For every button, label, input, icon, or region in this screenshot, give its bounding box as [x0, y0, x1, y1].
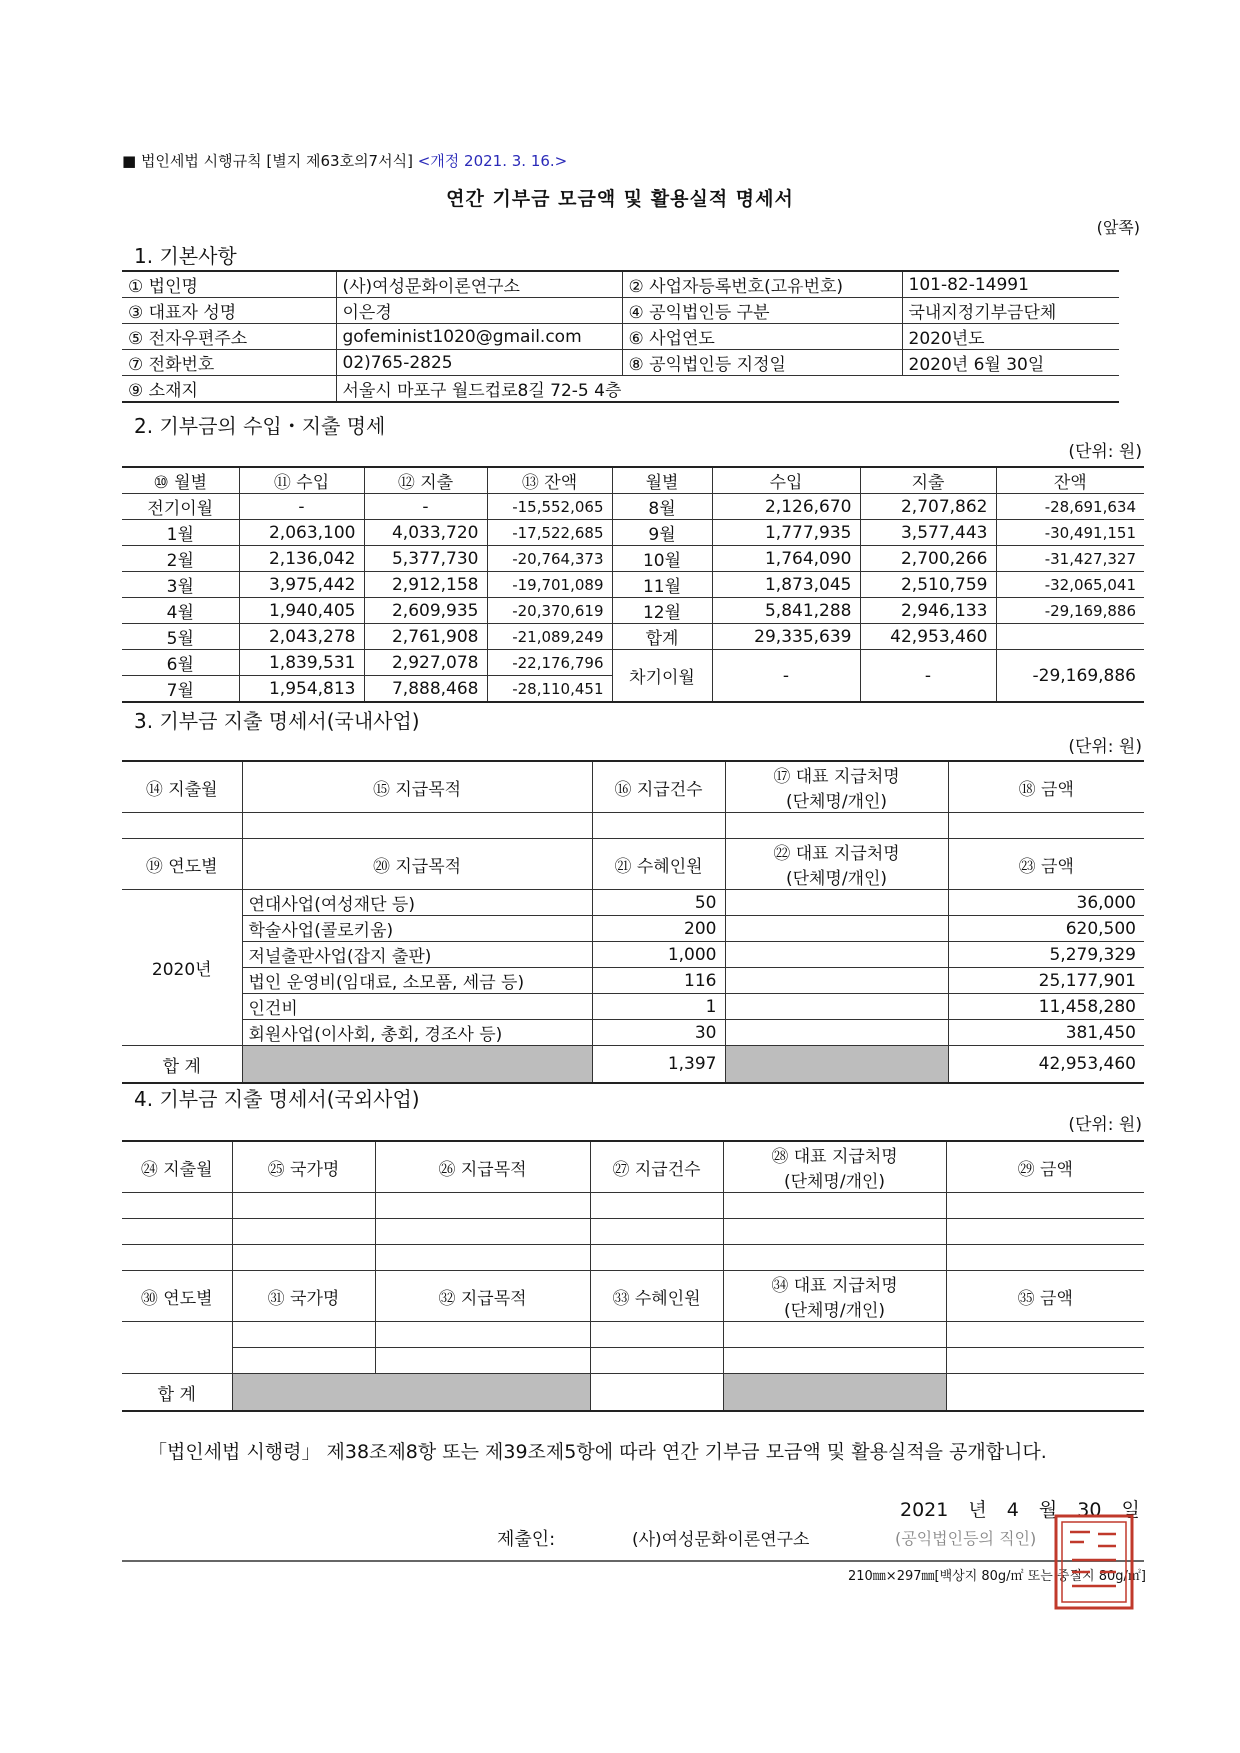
cell: -21,089,249: [487, 624, 612, 650]
cell: ⑥ 사업연도: [622, 324, 902, 350]
cell: -31,427,327: [996, 546, 1144, 572]
cell: [590, 1322, 723, 1348]
cell: [725, 968, 948, 994]
header-cell: ㉝ 수혜인원: [590, 1271, 723, 1322]
header-cell: 지출: [860, 467, 996, 494]
cell: [946, 1193, 1144, 1219]
table-row: [122, 968, 1144, 994]
cell: 5,279,329: [948, 942, 1144, 968]
cell: [946, 1322, 1144, 1348]
cell: 4,033,720: [364, 520, 487, 546]
cell: 6월: [122, 650, 239, 676]
total-row: [122, 1046, 1144, 1084]
cell: 국내지정기부금단체: [902, 298, 1119, 324]
section-4-heading: 4. 기부금 지출 명세서(국외사업): [134, 1087, 420, 1111]
cell: [242, 813, 592, 839]
unit-label: (단위: 원): [1068, 442, 1142, 462]
table-header-row: [122, 761, 1144, 813]
cell: 42,953,460: [860, 624, 996, 650]
cell: [723, 1193, 946, 1219]
header-cell: [725, 839, 948, 890]
cell: -29,169,886: [996, 598, 1144, 624]
cell: 200: [592, 916, 725, 942]
cell: 2,707,862: [860, 494, 996, 520]
cell: 1: [592, 994, 725, 1020]
header-cell: ㉙ 금액: [946, 1141, 1144, 1193]
table-row: [122, 813, 1144, 839]
cell: [375, 1245, 590, 1271]
submitter-label: 제출인:: [497, 1529, 556, 1550]
law-reference: [122, 150, 567, 171]
cell: [946, 1219, 1144, 1245]
cell: -32,065,041: [996, 572, 1144, 598]
table-row: [122, 494, 1144, 520]
cell: [996, 624, 1144, 650]
cell: ② 사업자등록번호(고유번호): [622, 271, 902, 298]
table-row: [122, 598, 1144, 624]
cell: 연대사업(여성재단 등): [242, 890, 592, 916]
cell: [242, 1046, 592, 1084]
cell: 2,700,266: [860, 546, 996, 572]
cell: 1,839,531: [239, 650, 364, 676]
cell: ⑦ 전화번호: [122, 350, 336, 376]
cell: 2,609,935: [364, 598, 487, 624]
cell: 620,500: [948, 916, 1144, 942]
cell: [232, 1322, 375, 1348]
header-line: ⑰ 대표 지급처명: [773, 767, 900, 787]
cell: [375, 1193, 590, 1219]
cell: ④ 공익법인등 구분: [622, 298, 902, 324]
cell: [723, 1348, 946, 1374]
cell: 1,954,813: [239, 676, 364, 703]
cell: -30,491,151: [996, 520, 1144, 546]
header-line: (단체명/개인): [783, 1172, 886, 1192]
cell: 합계: [612, 624, 712, 650]
cell: 1,777,935: [712, 520, 860, 546]
address-cell: 서울시 마포구 월드컵로8길 72-5 4층: [336, 376, 1119, 403]
header-cell: ㉑ 수혜인원: [592, 839, 725, 890]
cell: ⑧ 공익법인등 지정일: [622, 350, 902, 376]
cell: -28,110,451: [487, 676, 612, 703]
cell: 36,000: [948, 890, 1144, 916]
cell: 인건비: [242, 994, 592, 1020]
cell: [232, 1219, 375, 1245]
cell: 02)765-2825: [336, 350, 622, 376]
cell: (사)여성문화이론연구소: [336, 271, 622, 298]
cell: -: [364, 494, 487, 520]
table-row: [122, 1193, 1144, 1219]
header-line: (단체명/개인): [783, 1301, 886, 1321]
table-row: [122, 1245, 1144, 1271]
table-row: [122, 624, 1144, 650]
cell: -19,701,089: [487, 572, 612, 598]
paper-spec: 210㎜×297㎜[백상지 80g/㎡ 또는 중질지 80g/㎡]: [847, 1569, 1146, 1584]
cell: 30: [592, 1020, 725, 1046]
cell: 11,458,280: [948, 994, 1144, 1020]
cell: ⑤ 전자우편주소: [122, 324, 336, 350]
cell: -20,370,619: [487, 598, 612, 624]
basic-info-table: [122, 270, 1119, 403]
carry-forward-balance: -29,169,886: [996, 650, 1144, 703]
domestic-spending-table: [122, 760, 1144, 1084]
cell: [723, 1322, 946, 1348]
table-header-row: [122, 1271, 1144, 1322]
header-line: ㉘ 대표 지급처명: [771, 1147, 898, 1167]
cell: ③ 대표자 성명: [122, 298, 336, 324]
total-label: 합 계: [122, 1046, 242, 1084]
legal-statement: 「법인세법 시행령」 제38조제8항 또는 제39조제5항에 따라 연간 기부금 모금액 및 활용실적을 공개합니다.: [148, 1441, 1047, 1463]
header-cell: ⑭ 지출월: [122, 761, 242, 813]
year-cell: 2020년: [122, 890, 242, 1046]
header-cell: ㉚ 연도별: [122, 1271, 232, 1322]
table-row: [122, 546, 1144, 572]
official-seal-icon: [1052, 1512, 1136, 1612]
total-row: [122, 1374, 1144, 1412]
cell: 8월: [612, 494, 712, 520]
unit-label: (단위: 원): [1068, 737, 1142, 757]
cell: 2,510,759: [860, 572, 996, 598]
header-cell: 잔액: [996, 467, 1144, 494]
header-cell: ⑬ 잔액: [487, 467, 612, 494]
cell: [590, 1245, 723, 1271]
section-3-heading: 3. 기부금 지출 명세서(국내사업): [134, 709, 420, 733]
cell: 2,043,278: [239, 624, 364, 650]
unit-label: (단위: 원): [1068, 1115, 1142, 1135]
header-cell: ⑪ 수입: [239, 467, 364, 494]
cell: 2020년도: [902, 324, 1119, 350]
law-ref-text: ■ 법인세법 시행규칙 [별지 제63호의7서식]: [122, 152, 413, 170]
cell: 7,888,468: [364, 676, 487, 703]
cell: 25,177,901: [948, 968, 1144, 994]
cell: [232, 1348, 375, 1374]
table-row: [122, 1322, 1144, 1348]
table-header-row: [122, 839, 1144, 890]
header-cell: ㉛ 국가명: [232, 1271, 375, 1322]
cell: [590, 1219, 723, 1245]
cell: [375, 1348, 590, 1374]
cell: 7월: [122, 676, 239, 703]
submitter-name: (사)여성문화이론연구소: [632, 1530, 810, 1550]
table-row: [122, 572, 1144, 598]
table-row: [122, 1219, 1144, 1245]
table-row: [122, 271, 1119, 298]
cell: [590, 1193, 723, 1219]
section-2-heading: 2. 기부금의 수입・지출 명세: [134, 414, 386, 438]
bottom-divider: [122, 1560, 1144, 1562]
table-row: [122, 376, 1119, 403]
cell: 회원사업(이사회, 총회, 경조사 등): [242, 1020, 592, 1046]
cell: [723, 1245, 946, 1271]
cell: [122, 813, 242, 839]
cell: [725, 1020, 948, 1046]
revision-text: <개정 2021. 3. 16.>: [417, 152, 568, 170]
header-cell: [723, 1271, 946, 1322]
cell: -20,764,373: [487, 546, 612, 572]
cell: [723, 1219, 946, 1245]
table-row: [122, 650, 1144, 676]
cell: -17,522,685: [487, 520, 612, 546]
header-cell: [723, 1141, 946, 1193]
header-cell: ⑮ 지급목적: [242, 761, 592, 813]
cell: 5,841,288: [712, 598, 860, 624]
header-cell: 수입: [712, 467, 860, 494]
table-row: [122, 1020, 1144, 1046]
cell: [946, 1374, 1144, 1412]
cell: 1,764,090: [712, 546, 860, 572]
cell: [725, 994, 948, 1020]
table-row: [122, 916, 1144, 942]
cell: 2,927,078: [364, 650, 487, 676]
cell: 2,946,133: [860, 598, 996, 624]
table-row: [122, 298, 1119, 324]
submission-date: 2021 년 4 월 30 일: [900, 1499, 1140, 1521]
header-cell: ⑩ 월별: [122, 467, 239, 494]
cell: 381,450: [948, 1020, 1144, 1046]
cell: 2,761,908: [364, 624, 487, 650]
cell: [232, 1245, 375, 1271]
cell: 9월: [612, 520, 712, 546]
table-header-row: [122, 467, 1144, 494]
cell: 2,912,158: [364, 572, 487, 598]
total-count: 1,397: [592, 1046, 725, 1084]
cell: [375, 1219, 590, 1245]
cell: 12월: [612, 598, 712, 624]
table-row: [122, 324, 1119, 350]
cell: 법인 운영비(임대료, 소모품, 세금 등): [242, 968, 592, 994]
cell: 1월: [122, 520, 239, 546]
cell: 2,063,100: [239, 520, 364, 546]
header-line: ㉞ 대표 지급처명: [771, 1276, 898, 1296]
cell: 116: [592, 968, 725, 994]
cell: 5,377,730: [364, 546, 487, 572]
cell: 1,940,405: [239, 598, 364, 624]
cell: 1,000: [592, 942, 725, 968]
cell: 3,975,442: [239, 572, 364, 598]
cell: -: [712, 650, 860, 703]
front-side-label: (앞쪽): [1096, 218, 1140, 237]
cell: 2020년 6월 30일: [902, 350, 1119, 376]
cell: [725, 916, 948, 942]
cell: -22,176,796: [487, 650, 612, 676]
header-line: (단체명/개인): [785, 869, 888, 889]
header-line: ㉒ 대표 지급처명: [773, 844, 900, 864]
cell: gofeminist1020@gmail.com: [336, 324, 622, 350]
header-cell: ㉔ 지출월: [122, 1141, 232, 1193]
cell: -28,691,634: [996, 494, 1144, 520]
cell: 3,577,443: [860, 520, 996, 546]
cell: -: [860, 650, 996, 703]
total-label: 합 계: [122, 1374, 232, 1412]
header-cell: ⑳ 지급목적: [242, 839, 592, 890]
cell: [723, 1374, 946, 1412]
cell: 101-82-14991: [902, 271, 1119, 298]
table-row: [122, 350, 1119, 376]
header-cell: [725, 761, 948, 813]
header-line: (단체명/개인): [785, 792, 888, 812]
cell: [122, 1193, 232, 1219]
cell: [946, 1348, 1144, 1374]
cell: [725, 890, 948, 916]
header-cell: ⑲ 연도별: [122, 839, 242, 890]
carry-forward-label: 차기이월: [612, 650, 712, 703]
header-cell: ㉟ 금액: [946, 1271, 1144, 1322]
cell: [590, 1348, 723, 1374]
cell: ① 법인명: [122, 271, 336, 298]
cell: 학술사업(콜로키움): [242, 916, 592, 942]
cell: [948, 813, 1144, 839]
cell: 이은경: [336, 298, 622, 324]
table-row: [122, 890, 1144, 916]
cell: [946, 1245, 1144, 1271]
cell: 29,335,639: [712, 624, 860, 650]
income-expense-table: [122, 466, 1144, 703]
cell: 11월: [612, 572, 712, 598]
cell: [725, 942, 948, 968]
cell: [122, 1219, 232, 1245]
cell: -15,552,065: [487, 494, 612, 520]
cell: 1,873,045: [712, 572, 860, 598]
cell: -: [239, 494, 364, 520]
cell: 50: [592, 890, 725, 916]
cell: 저널출판사업(잡지 출판): [242, 942, 592, 968]
header-cell: ⑫ 지출: [364, 467, 487, 494]
header-cell: ㉕ 국가명: [232, 1141, 375, 1193]
cell: 3월: [122, 572, 239, 598]
cell: 4월: [122, 598, 239, 624]
table-row: [122, 1348, 1144, 1374]
cell: 2,126,670: [712, 494, 860, 520]
cell: [725, 813, 948, 839]
cell: [122, 1245, 232, 1271]
cell: [375, 1322, 590, 1348]
header-cell: ㉗ 지급건수: [590, 1141, 723, 1193]
cell: [590, 1374, 723, 1412]
cell: [232, 1193, 375, 1219]
cell: 10월: [612, 546, 712, 572]
cell: 2월: [122, 546, 239, 572]
section-1-heading: 1. 기본사항: [134, 244, 237, 268]
table-header-row: [122, 1141, 1144, 1193]
table-row: [122, 994, 1144, 1020]
cell: [122, 1322, 232, 1374]
table-row: [122, 942, 1144, 968]
cell: 2,136,042: [239, 546, 364, 572]
header-cell: ⑱ 금액: [948, 761, 1144, 813]
header-cell: ㉓ 금액: [948, 839, 1144, 890]
seal-note: (공익법인등의 직인): [895, 1529, 1037, 1548]
cell: ⑨ 소재지: [122, 376, 336, 403]
total-amount: 42,953,460: [948, 1046, 1144, 1084]
header-cell: ㉖ 지급목적: [375, 1141, 590, 1193]
header-cell: 월별: [612, 467, 712, 494]
header-cell: ㉜ 지급목적: [375, 1271, 590, 1322]
cell: [725, 1046, 948, 1084]
cell: [232, 1374, 590, 1412]
table-row: [122, 520, 1144, 546]
cell: 5월: [122, 624, 239, 650]
cell: [592, 813, 725, 839]
header-cell: ⑯ 지급건수: [592, 761, 725, 813]
form-title: 연간 기부금 모금액 및 활용실적 명세서: [446, 188, 794, 210]
overseas-spending-table: [122, 1140, 1144, 1412]
cell: 전기이월: [122, 494, 239, 520]
